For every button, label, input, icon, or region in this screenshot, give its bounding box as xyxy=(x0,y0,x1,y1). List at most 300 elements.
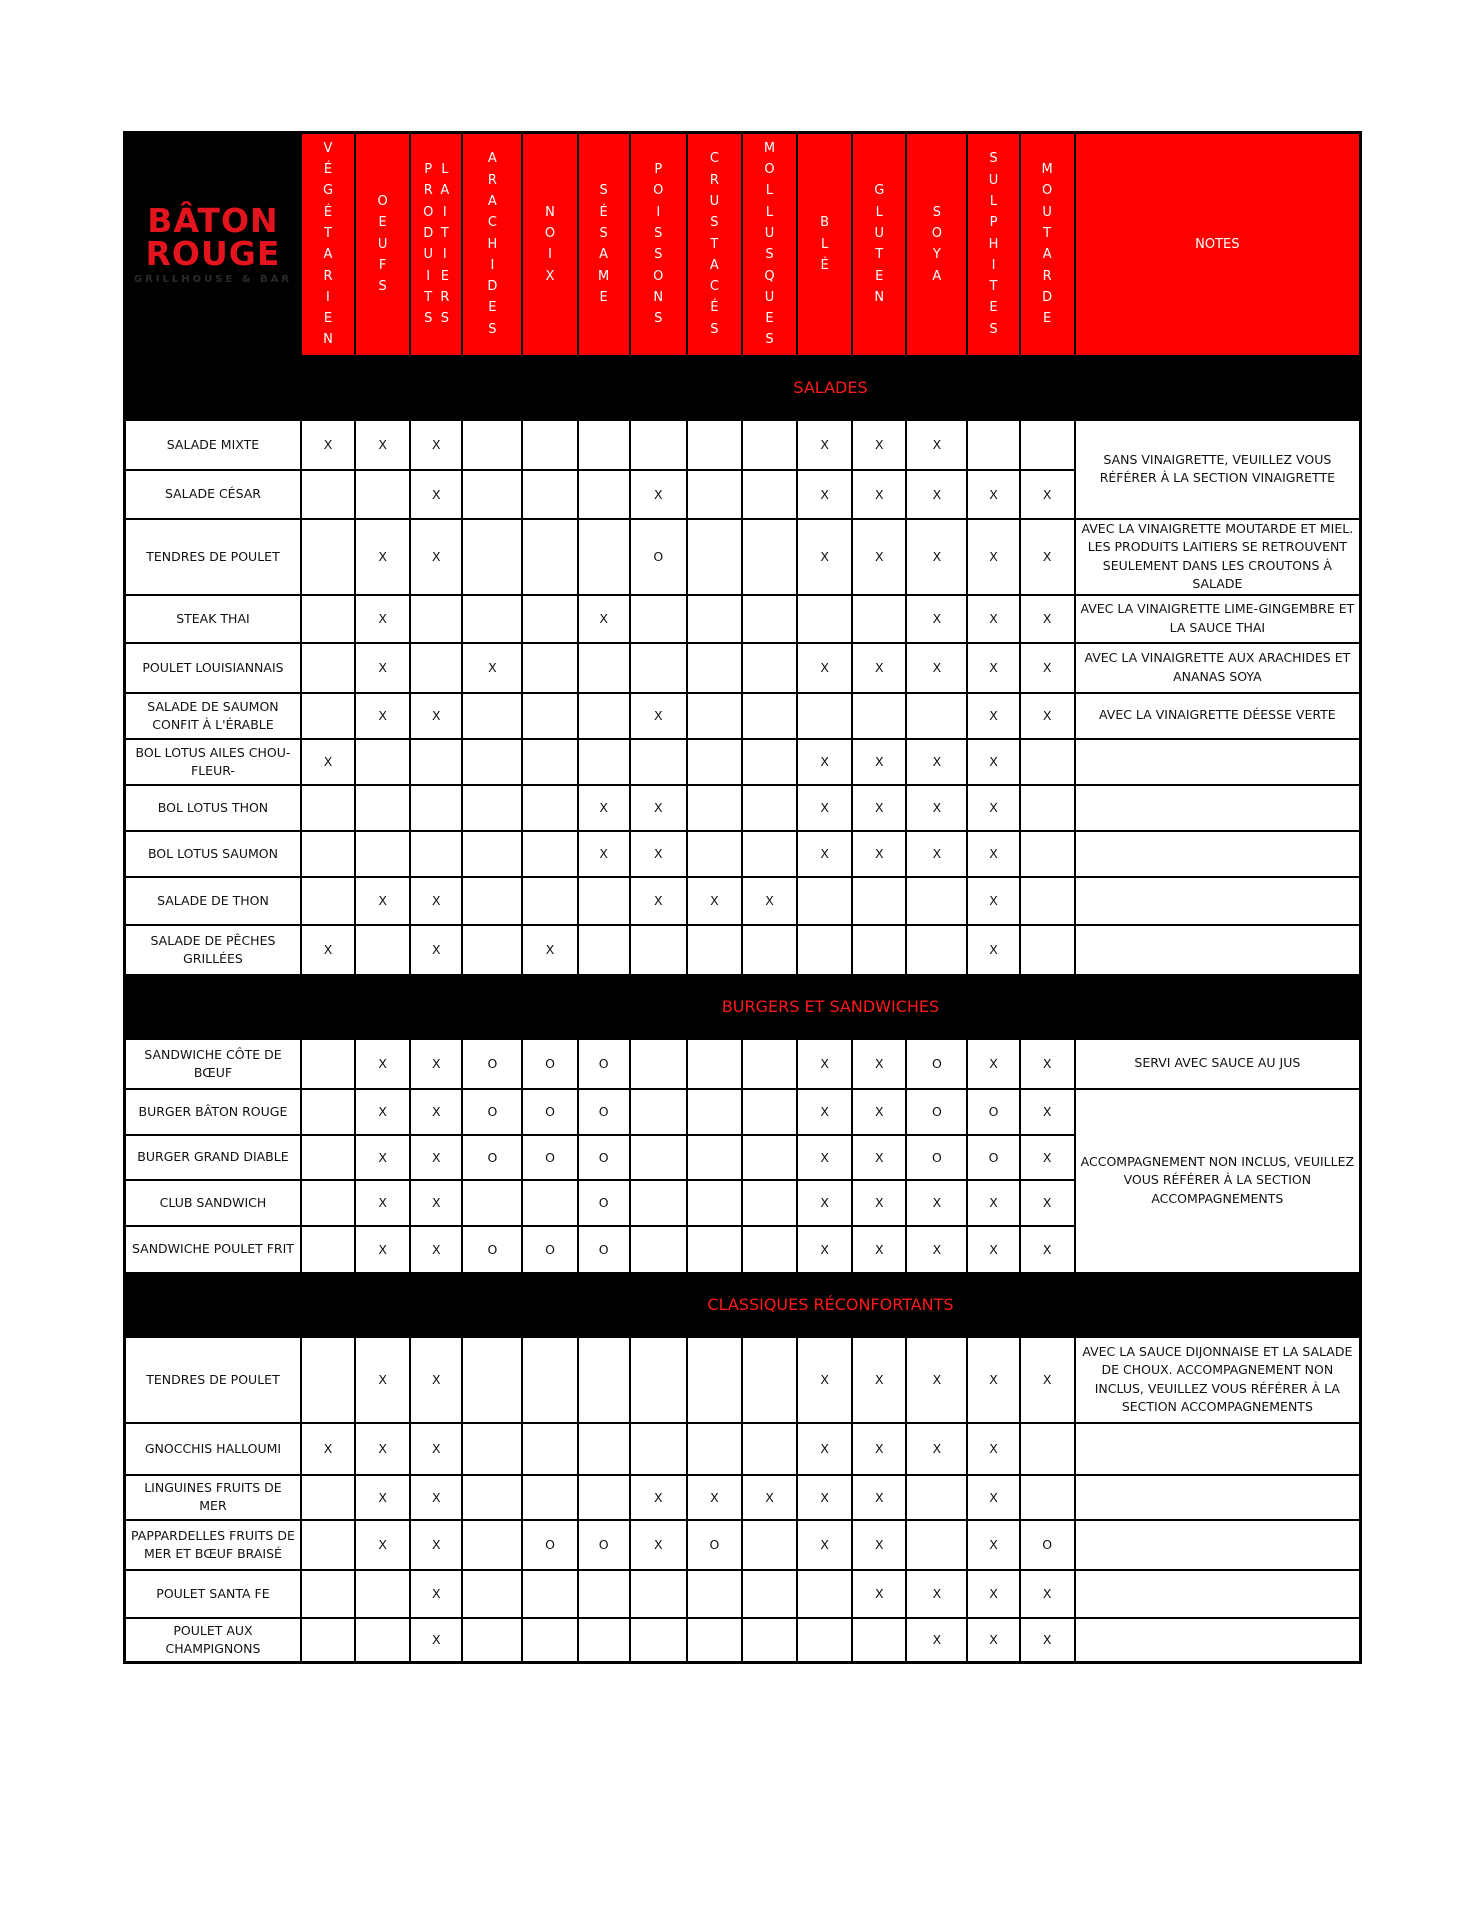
allergen-mark xyxy=(522,643,577,693)
allergen-mark: X xyxy=(967,925,1019,975)
allergen-mark: X xyxy=(1020,1618,1075,1663)
allergen-mark: X xyxy=(1020,595,1075,643)
allergen-mark xyxy=(687,831,742,877)
allergen-header-text xyxy=(853,180,905,308)
allergen-mark: X xyxy=(1020,1089,1075,1135)
item-name: TENDRES DE POULET xyxy=(125,519,301,595)
allergen-mark: X xyxy=(967,595,1019,643)
allergen-mark xyxy=(522,1423,577,1475)
allergen-mark xyxy=(742,1226,797,1273)
allergen-mark xyxy=(462,831,522,877)
allergen-header-sulphites xyxy=(967,133,1019,356)
item-name: SALADE CÉSAR xyxy=(125,470,301,519)
allergen-mark: X xyxy=(410,1337,462,1423)
allergen-mark xyxy=(967,420,1019,470)
allergen-mark: O xyxy=(1020,1520,1075,1570)
table-row xyxy=(125,1423,1361,1475)
allergen-header-arachides xyxy=(462,133,522,356)
allergen-mark: X xyxy=(797,1039,852,1089)
item-note: AVEC LA VINAIGRETTE DÉESSE VERTE xyxy=(1075,693,1361,739)
allergen-mark: X xyxy=(355,1180,410,1226)
allergen-mark: X xyxy=(967,1337,1019,1423)
allergen-mark xyxy=(742,643,797,693)
allergen-mark: X xyxy=(797,470,852,519)
allergen-mark xyxy=(355,831,410,877)
allergen-mark: X xyxy=(630,785,687,831)
allergen-mark: X xyxy=(852,1039,906,1089)
allergen-mark xyxy=(1020,925,1075,975)
allergen-mark xyxy=(852,1618,906,1663)
allergen-mark: X xyxy=(301,1423,355,1475)
section-header xyxy=(125,975,1361,1039)
allergen-mark: X xyxy=(355,1520,410,1570)
allergen-mark: X xyxy=(852,1337,906,1423)
logo-cell xyxy=(125,133,301,356)
allergen-word: P R O D U I T S xyxy=(423,162,434,327)
allergen-mark xyxy=(522,877,577,925)
allergen-mark xyxy=(852,693,906,739)
item-name: CLUB SANDWICH xyxy=(125,1180,301,1226)
allergen-mark: X xyxy=(906,1337,967,1423)
allergen-header-crustacés xyxy=(687,133,742,356)
allergen-mark: X xyxy=(630,877,687,925)
allergen-mark xyxy=(742,1180,797,1226)
allergen-word: A R A C H I D E S xyxy=(487,151,498,337)
allergen-mark xyxy=(301,1570,355,1618)
allergen-mark xyxy=(1020,785,1075,831)
table-row xyxy=(125,1089,1361,1135)
allergen-mark: X xyxy=(852,739,906,785)
allergen-mark: O xyxy=(522,1039,577,1089)
item-name: TENDRES DE POULET xyxy=(125,1337,301,1423)
allergen-mark xyxy=(630,1618,687,1663)
allergen-mark: X xyxy=(742,1475,797,1520)
table-row xyxy=(125,595,1361,643)
allergen-mark: X xyxy=(967,1520,1019,1570)
allergen-header-produits-laitiers xyxy=(410,133,462,356)
item-note xyxy=(1075,1618,1361,1663)
allergen-mark: X xyxy=(687,1475,742,1520)
allergen-mark xyxy=(742,1423,797,1475)
allergen-mark xyxy=(630,1423,687,1475)
allergen-header-text xyxy=(907,202,966,287)
allergen-mark xyxy=(742,519,797,595)
allergen-mark xyxy=(462,785,522,831)
section-header xyxy=(125,1273,1361,1337)
allergen-mark: O xyxy=(578,1180,630,1226)
allergen-mark: O xyxy=(906,1089,967,1135)
allergen-mark xyxy=(578,693,630,739)
allergen-mark: X xyxy=(906,1618,967,1663)
allergen-mark xyxy=(355,925,410,975)
allergen-mark: X xyxy=(967,1039,1019,1089)
item-name: LINGUINES FRUITS DE MER xyxy=(125,1475,301,1520)
allergen-mark: X xyxy=(410,1618,462,1663)
table-row xyxy=(125,925,1361,975)
allergen-mark xyxy=(630,1089,687,1135)
allergen-mark xyxy=(578,925,630,975)
allergen-mark: X xyxy=(797,1423,852,1475)
allergen-mark xyxy=(630,1039,687,1089)
item-note xyxy=(1075,831,1361,877)
allergen-mark xyxy=(578,1618,630,1663)
allergen-mark xyxy=(1020,1475,1075,1520)
allergen-mark xyxy=(578,1475,630,1520)
allergen-mark: X xyxy=(301,739,355,785)
allergen-mark: O xyxy=(578,1135,630,1180)
allergen-mark xyxy=(687,1423,742,1475)
allergen-header-sésame xyxy=(578,133,630,356)
allergen-mark: X xyxy=(967,693,1019,739)
allergen-mark xyxy=(578,739,630,785)
allergen-mark: X xyxy=(1020,1039,1075,1089)
header-row xyxy=(125,133,1361,356)
allergen-mark xyxy=(1020,831,1075,877)
allergen-mark: X xyxy=(967,785,1019,831)
item-name: SALADE MIXTE xyxy=(125,420,301,470)
allergen-mark: X xyxy=(1020,519,1075,595)
allergen-mark: X xyxy=(967,470,1019,519)
allergen-mark xyxy=(301,693,355,739)
allergen-mark: O xyxy=(630,519,687,595)
allergen-mark xyxy=(462,1337,522,1423)
allergen-mark xyxy=(630,925,687,975)
allergen-header-text xyxy=(688,148,741,340)
logo-line-2: ROUGE xyxy=(145,233,281,273)
allergen-header-text xyxy=(463,148,521,340)
item-note: SERVI AVEC SAUCE AU JUS xyxy=(1075,1039,1361,1089)
allergen-mark: X xyxy=(462,643,522,693)
allergen-word: S O Y A xyxy=(931,204,942,284)
allergen-mark xyxy=(1020,877,1075,925)
allergen-header-text xyxy=(743,138,796,351)
allergen-mark xyxy=(687,595,742,643)
allergen-mark: X xyxy=(355,1337,410,1423)
allergen-header-mollusques xyxy=(742,133,797,356)
section-header xyxy=(125,356,1361,420)
allergen-mark: X xyxy=(906,1423,967,1475)
allergen-mark xyxy=(687,785,742,831)
allergen-mark xyxy=(301,1226,355,1273)
allergen-mark xyxy=(630,1570,687,1618)
allergen-mark xyxy=(742,739,797,785)
allergen-mark: X xyxy=(797,1520,852,1570)
allergen-mark: X xyxy=(687,877,742,925)
allergen-word: B L É xyxy=(820,215,830,273)
allergen-header-text xyxy=(968,148,1018,340)
allergen-mark xyxy=(687,693,742,739)
allergen-mark: X xyxy=(410,1039,462,1089)
allergen-mark xyxy=(742,1337,797,1423)
allergen-mark: X xyxy=(355,420,410,470)
item-name: BURGER BÂTON ROUGE xyxy=(125,1089,301,1135)
allergen-chart xyxy=(123,131,1362,1664)
allergen-mark xyxy=(522,1618,577,1663)
table-row xyxy=(125,420,1361,470)
allergen-mark: O xyxy=(578,1039,630,1089)
allergen-mark xyxy=(522,595,577,643)
allergen-mark xyxy=(742,831,797,877)
allergen-mark: X xyxy=(906,1570,967,1618)
section-header-row xyxy=(125,975,1361,1039)
allergen-mark: X xyxy=(355,1423,410,1475)
item-name: BOL LOTUS AILES CHOU-FLEUR- xyxy=(125,739,301,785)
allergen-mark xyxy=(301,1180,355,1226)
item-note: AVEC LA SAUCE DIJONNAISE ET LA SALADE DE CHOUX. ACCOMPAGNEMENT NON INCLUS, VEUILLEZ VOUS RÉFÉRER À LA SECTION ACCOMPAGNEMENTS xyxy=(1075,1337,1361,1423)
allergen-mark xyxy=(355,1570,410,1618)
allergen-word: S U L P H I T E S xyxy=(988,151,999,337)
allergen-mark xyxy=(462,1520,522,1570)
allergen-mark xyxy=(578,1570,630,1618)
allergen-mark: O xyxy=(522,1520,577,1570)
item-name: BOL LOTUS THON xyxy=(125,785,301,831)
item-note: AVEC LA VINAIGRETTE AUX ARACHIDES ET ANANAS SOYA xyxy=(1075,643,1361,693)
item-name: BOL LOTUS SAUMON xyxy=(125,831,301,877)
item-name: GNOCCHIS HALLOUMI xyxy=(125,1423,301,1475)
allergen-mark xyxy=(1020,739,1075,785)
allergen-mark xyxy=(578,420,630,470)
item-name: POULET SANTA FE xyxy=(125,1570,301,1618)
allergen-mark: X xyxy=(797,1337,852,1423)
item-note xyxy=(1075,1570,1361,1618)
allergen-mark: X xyxy=(967,739,1019,785)
notes-header: NOTES xyxy=(1075,133,1361,356)
allergen-mark xyxy=(578,1337,630,1423)
allergen-mark xyxy=(578,643,630,693)
table-row xyxy=(125,1337,1361,1423)
allergen-mark: X xyxy=(797,739,852,785)
allergen-mark: O xyxy=(687,1520,742,1570)
allergen-mark xyxy=(301,877,355,925)
allergen-mark: X xyxy=(967,1618,1019,1663)
allergen-header-text xyxy=(631,159,686,329)
allergen-mark xyxy=(410,831,462,877)
table-row xyxy=(125,693,1361,739)
allergen-mark: X xyxy=(852,785,906,831)
allergen-header-text xyxy=(579,180,629,308)
allergen-mark: X xyxy=(410,925,462,975)
logo-line-1: BÂTON xyxy=(147,200,279,240)
allergen-mark: X xyxy=(410,420,462,470)
allergen-mark: X xyxy=(797,1180,852,1226)
allergen-mark xyxy=(742,1570,797,1618)
allergen-mark xyxy=(687,1039,742,1089)
allergen-mark xyxy=(578,1423,630,1475)
allergen-mark xyxy=(687,420,742,470)
allergen-mark: X xyxy=(852,420,906,470)
section-title: CLASSIQUES RÉCONFORTANTS xyxy=(707,1295,954,1314)
item-name: SANDWICHE POULET FRIT xyxy=(125,1226,301,1273)
allergen-mark xyxy=(355,1618,410,1663)
allergen-mark: X xyxy=(410,1423,462,1475)
allergen-mark: O xyxy=(906,1039,967,1089)
allergen-mark: X xyxy=(630,470,687,519)
allergen-mark xyxy=(301,1135,355,1180)
allergen-mark xyxy=(462,1618,522,1663)
allergen-mark xyxy=(522,785,577,831)
allergen-mark: X xyxy=(852,831,906,877)
allergen-mark xyxy=(522,470,577,519)
table-row xyxy=(125,1618,1361,1663)
allergen-mark: X xyxy=(852,1226,906,1273)
allergen-mark xyxy=(742,1520,797,1570)
allergen-mark xyxy=(522,1570,577,1618)
allergen-mark: X xyxy=(630,1520,687,1570)
item-note xyxy=(1075,785,1361,831)
item-name: SALADE DE THON xyxy=(125,877,301,925)
allergen-header-blé xyxy=(797,133,852,356)
allergen-mark xyxy=(301,643,355,693)
table-row xyxy=(125,739,1361,785)
allergen-mark xyxy=(630,1226,687,1273)
allergen-mark: O xyxy=(906,1135,967,1180)
allergen-mark: X xyxy=(906,643,967,693)
allergen-header-oeufs xyxy=(355,133,410,356)
allergen-mark: O xyxy=(578,1089,630,1135)
allergen-mark xyxy=(1020,420,1075,470)
allergen-mark xyxy=(687,1570,742,1618)
allergen-mark: X xyxy=(1020,1180,1075,1226)
allergen-mark: X xyxy=(301,925,355,975)
allergen-mark: X xyxy=(410,470,462,519)
allergen-mark xyxy=(462,877,522,925)
allergen-mark: X xyxy=(967,1475,1019,1520)
allergen-mark xyxy=(742,1135,797,1180)
brand-logo xyxy=(126,200,300,285)
allergen-mark xyxy=(797,693,852,739)
allergen-word: G L U T E N xyxy=(874,183,885,305)
allergen-mark xyxy=(852,877,906,925)
allergen-mark: O xyxy=(462,1135,522,1180)
allergen-mark xyxy=(410,739,462,785)
table-row xyxy=(125,1570,1361,1618)
item-note xyxy=(1075,925,1361,975)
allergen-mark: X xyxy=(797,1475,852,1520)
allergen-mark xyxy=(1020,1423,1075,1475)
allergen-mark xyxy=(301,1337,355,1423)
allergen-word: N O I X xyxy=(544,204,556,284)
allergen-mark xyxy=(462,595,522,643)
allergen-mark: X xyxy=(852,1089,906,1135)
allergen-mark: X xyxy=(967,643,1019,693)
item-name: PAPPARDELLES FRUITS DE MER ET BŒUF BRAISÉ xyxy=(125,1520,301,1570)
allergen-word: O E U F S xyxy=(377,194,388,295)
allergen-mark: X xyxy=(410,1180,462,1226)
allergen-mark xyxy=(462,1570,522,1618)
item-name: BURGER GRAND DIABLE xyxy=(125,1135,301,1180)
item-name: POULET AUX CHAMPIGNONS xyxy=(125,1618,301,1663)
allergen-mark xyxy=(797,877,852,925)
allergen-mark xyxy=(906,925,967,975)
allergen-mark: X xyxy=(742,877,797,925)
allergen-mark: X xyxy=(355,1135,410,1180)
allergen-header-text xyxy=(302,138,354,351)
allergen-mark xyxy=(522,1180,577,1226)
allergen-mark: X xyxy=(967,1180,1019,1226)
allergen-mark: X xyxy=(578,831,630,877)
allergen-mark xyxy=(462,693,522,739)
allergen-mark xyxy=(630,739,687,785)
allergen-mark xyxy=(578,877,630,925)
allergen-mark xyxy=(578,519,630,595)
allergen-mark xyxy=(687,1618,742,1663)
allergen-mark: X xyxy=(797,831,852,877)
table-row xyxy=(125,1475,1361,1520)
allergen-mark xyxy=(462,1475,522,1520)
allergen-mark xyxy=(742,785,797,831)
table-row xyxy=(125,643,1361,693)
allergen-mark: X xyxy=(852,1180,906,1226)
allergen-mark xyxy=(355,785,410,831)
allergen-mark xyxy=(742,925,797,975)
allergen-mark: X xyxy=(906,470,967,519)
allergen-mark: O xyxy=(462,1039,522,1089)
allergen-mark: X xyxy=(410,1089,462,1135)
allergen-header-text xyxy=(356,191,409,297)
allergen-mark: X xyxy=(355,1039,410,1089)
allergen-mark xyxy=(522,739,577,785)
allergen-mark: O xyxy=(522,1135,577,1180)
item-note xyxy=(1075,1423,1361,1475)
allergen-mark: X xyxy=(578,595,630,643)
allergen-mark xyxy=(742,1618,797,1663)
allergen-mark xyxy=(630,1180,687,1226)
allergen-header-gluten xyxy=(852,133,906,356)
allergen-mark: X xyxy=(410,1135,462,1180)
allergen-mark: X xyxy=(355,1475,410,1520)
allergen-mark: X xyxy=(1020,1226,1075,1273)
item-name: SANDWICHE CÔTE DE BŒUF xyxy=(125,1039,301,1089)
allergen-mark: X xyxy=(967,1226,1019,1273)
allergen-mark: X xyxy=(906,519,967,595)
allergen-header-text xyxy=(411,159,461,329)
allergen-mark xyxy=(462,925,522,975)
allergen-mark: X xyxy=(797,1135,852,1180)
allergen-mark xyxy=(301,1520,355,1570)
allergen-mark: X xyxy=(355,693,410,739)
allergen-mark: X xyxy=(1020,643,1075,693)
allergen-mark xyxy=(578,470,630,519)
allergen-mark: X xyxy=(852,1423,906,1475)
allergen-mark: X xyxy=(410,1226,462,1273)
allergen-mark xyxy=(797,925,852,975)
allergen-header-poissons xyxy=(630,133,687,356)
allergen-word: L A I T I E R S xyxy=(440,162,450,327)
allergen-mark: X xyxy=(852,1135,906,1180)
allergen-mark: X xyxy=(852,519,906,595)
allergen-mark: X xyxy=(906,785,967,831)
allergen-mark: X xyxy=(906,595,967,643)
allergen-mark: X xyxy=(852,470,906,519)
section-title: BURGERS ET SANDWICHES xyxy=(721,997,940,1016)
allergen-mark xyxy=(462,420,522,470)
allergen-mark xyxy=(462,519,522,595)
allergen-mark xyxy=(301,1475,355,1520)
allergen-mark xyxy=(742,595,797,643)
allergen-mark xyxy=(301,831,355,877)
item-note xyxy=(1075,739,1361,785)
allergen-mark: X xyxy=(355,1226,410,1273)
allergen-mark xyxy=(522,831,577,877)
allergen-mark: X xyxy=(1020,1337,1075,1423)
allergen-mark: X xyxy=(967,877,1019,925)
item-note: AVEC LA VINAIGRETTE MOUTARDE ET MIEL. LES PRODUITS LAITIERS SE RETROUVENT SEULEMENT DANS LES CROUTONS À SALADE xyxy=(1075,519,1361,595)
allergen-word: V É G É T A R I E N xyxy=(322,140,334,348)
allergen-mark xyxy=(462,1423,522,1475)
allergen-mark xyxy=(301,1089,355,1135)
allergen-mark xyxy=(522,693,577,739)
allergen-word: M O U T A R D E xyxy=(1041,162,1053,327)
